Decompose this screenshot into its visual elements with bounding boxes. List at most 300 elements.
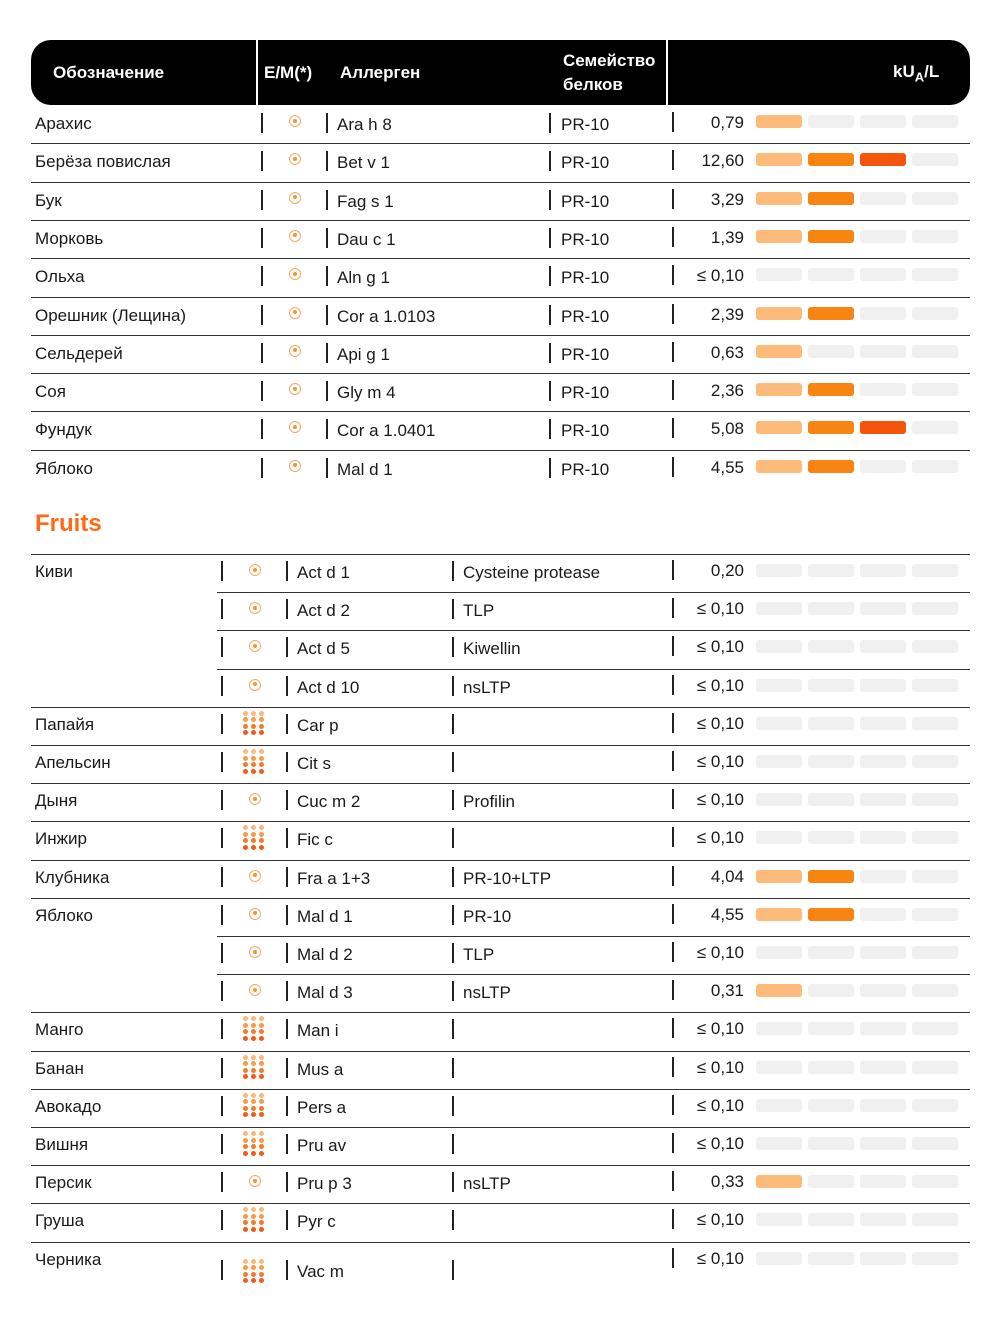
column-divider (549, 343, 551, 363)
column-divider (286, 714, 288, 734)
level-bar-segment (860, 460, 906, 473)
level-bar-segment (912, 602, 958, 615)
column-divider (221, 1210, 223, 1230)
row-divider (31, 898, 970, 899)
molecule-icon (289, 153, 301, 165)
level-bar-segment (756, 755, 802, 768)
extract-icon (243, 1131, 267, 1155)
row-divider (31, 745, 970, 746)
extract-icon (243, 711, 267, 735)
level-bar-segment (860, 1022, 906, 1035)
molecule-icon (249, 602, 261, 614)
column-divider (261, 305, 263, 325)
level-bar-segment (808, 1137, 854, 1150)
protein-family: PR-10 (561, 153, 610, 173)
column-divider (326, 343, 328, 363)
column-divider (286, 1019, 288, 1039)
molecule-icon (289, 383, 301, 395)
header-unit (893, 60, 939, 89)
level-bar-segment (808, 115, 854, 128)
level-bar-segment (912, 908, 958, 921)
column-divider (221, 676, 223, 696)
result-value: ≤ 0,10 (696, 1210, 744, 1230)
level-bar-segment (756, 640, 802, 653)
level-bar-segment (808, 602, 854, 615)
level-bar-segment (860, 984, 906, 997)
level-bar-segment (756, 307, 802, 320)
level-bar-segment (912, 1213, 958, 1226)
level-bar-segment (756, 115, 802, 128)
row-divider (31, 220, 970, 221)
level-bar-segment (912, 984, 958, 997)
column-divider (549, 266, 551, 286)
level-bar-segment (860, 1175, 906, 1188)
level-bar-segment (756, 717, 802, 730)
protein-family: nsLTP (463, 983, 511, 1003)
column-divider (286, 981, 288, 1001)
column-divider (261, 419, 263, 439)
protein-family: nsLTP (463, 1174, 511, 1194)
row-divider (31, 1165, 970, 1166)
level-bar-segment (756, 230, 802, 243)
header-unit-k: kU (893, 62, 915, 81)
level-bar-segment (808, 307, 854, 320)
level-bar-segment (756, 1061, 802, 1074)
protein-family: PR-10 (561, 268, 610, 288)
protein-family: PR-10 (561, 421, 610, 441)
molecule-icon (249, 564, 261, 576)
level-bar-segment (808, 192, 854, 205)
column-divider (221, 561, 223, 581)
level-bar-segment (756, 1137, 802, 1150)
result-value: 3,29 (710, 189, 744, 209)
row-name: Арахис (35, 114, 92, 133)
column-divider (452, 1134, 454, 1154)
molecule-icon (289, 230, 301, 242)
level-bar-segment (860, 946, 906, 959)
level-bar-segment (860, 1137, 906, 1150)
level-bar-segment (808, 946, 854, 959)
result-value: ≤ 0,10 (696, 637, 744, 657)
allergen-code: Ara h 8 (337, 115, 392, 134)
protein-family: PR-10 (561, 344, 610, 364)
column-divider (286, 752, 288, 772)
level-bar-segment (912, 1061, 958, 1074)
level-bar-segment (808, 1022, 854, 1035)
row-divider (31, 182, 970, 183)
level-bar-segment (756, 793, 802, 806)
result-value: ≤ 0,10 (696, 1134, 744, 1153)
column-divider (286, 1260, 288, 1280)
protein-family: Kiwellin (463, 639, 521, 659)
row-name: Вишня (35, 1135, 89, 1154)
level-bar-segment (912, 268, 958, 281)
level-bar-segment (912, 717, 958, 730)
row-name: Банан (35, 1058, 84, 1078)
result-value: 5,08 (710, 419, 744, 439)
level-bar-segment (756, 831, 802, 844)
level-bar-segment (756, 1252, 802, 1265)
level-bar-segment (756, 870, 802, 883)
allergen-code: Cor a 1.0401 (337, 421, 436, 441)
column-divider (326, 381, 328, 401)
extract-icon (243, 1016, 267, 1040)
column-divider (452, 599, 454, 619)
row-divider (31, 297, 970, 298)
allergen-code: Pers a (297, 1097, 347, 1117)
column-divider (286, 828, 288, 848)
allergen-code: Cit s (297, 754, 331, 773)
column-divider (452, 1210, 454, 1230)
level-bar-segment (912, 564, 958, 577)
column-divider (326, 266, 328, 286)
allergen-code: Fag s 1 (337, 191, 394, 211)
allergen-code: Mal d 1 (297, 906, 353, 926)
column-divider (452, 905, 454, 925)
level-bar-segment (912, 1022, 958, 1035)
column-divider (286, 599, 288, 619)
column-divider (286, 1058, 288, 1078)
column-divider (286, 790, 288, 810)
level-bar-segment (912, 383, 958, 396)
row-name: Папайя (35, 714, 95, 734)
level-bar-segment (756, 1175, 802, 1188)
level-bar-segment (860, 679, 906, 692)
level-bar-segment (756, 984, 802, 997)
level-bar-segment (808, 1175, 854, 1188)
row-name: Дыня (35, 791, 78, 811)
level-bar-segment (912, 192, 958, 205)
column-divider (549, 113, 551, 133)
column-divider (221, 981, 223, 1001)
level-bar-segment (912, 153, 958, 166)
level-bar-segment (756, 421, 802, 434)
molecule-icon (289, 115, 301, 127)
allergen-code: Fra a 1+3 (297, 868, 371, 888)
protein-family: TLP (463, 945, 495, 964)
column-divider (221, 905, 223, 925)
column-divider (221, 1134, 223, 1154)
column-divider (452, 1172, 454, 1192)
row-divider (31, 450, 970, 451)
column-divider (261, 266, 263, 286)
allergen-code: Pru av (297, 1136, 347, 1155)
level-bar-segment (860, 383, 906, 396)
result-value: 0,20 (710, 561, 744, 580)
molecule-icon (249, 946, 261, 958)
column-divider (286, 1172, 288, 1192)
row-divider (31, 411, 970, 412)
column-divider (452, 637, 454, 657)
level-bar-segment (912, 345, 958, 358)
level-bar-segment (808, 1252, 854, 1265)
row-name: Авокадо (35, 1096, 102, 1116)
row-divider (31, 860, 970, 861)
level-bar-segment (912, 793, 958, 806)
column-divider (452, 752, 454, 772)
molecule-icon (289, 460, 301, 472)
row-name: Яблоко (35, 905, 93, 925)
column-divider (326, 113, 328, 133)
result-value: 4,04 (710, 866, 744, 886)
column-divider (221, 1172, 223, 1192)
level-bar-segment (912, 460, 958, 473)
protein-family: PR-10 (561, 191, 610, 211)
result-value: ≤ 0,10 (696, 752, 744, 771)
extract-icon (243, 825, 267, 849)
level-bar-segment (860, 1213, 906, 1226)
result-value: 12,60 (701, 151, 744, 171)
row-divider (31, 258, 970, 259)
level-bar-segment (808, 793, 854, 806)
row-divider (31, 1242, 970, 1243)
level-bar-segment (756, 192, 802, 205)
column-divider (286, 1134, 288, 1154)
header-em: E/M(*) (264, 63, 313, 82)
row-name: Ольха (35, 267, 85, 287)
protein-family: TLP (463, 601, 495, 621)
row-name: Апельсин (35, 753, 111, 772)
level-bar-segment (756, 345, 802, 358)
row-name: Клубника (35, 867, 110, 887)
level-bar-segment (808, 1213, 854, 1226)
header-family-line1: Семейство (563, 51, 656, 70)
allergen-code: Mal d 1 (337, 459, 393, 479)
level-bar-segment (860, 564, 906, 577)
protein-family: PR-10 (561, 306, 610, 326)
column-divider (549, 419, 551, 439)
column-divider (452, 981, 454, 1001)
result-value: ≤ 0,10 (696, 266, 744, 286)
column-divider (452, 714, 454, 734)
level-bar-segment (808, 153, 854, 166)
level-bar-segment (860, 640, 906, 653)
level-bar-segment (912, 307, 958, 320)
level-bar-segment (912, 115, 958, 128)
level-bar-segment (912, 1252, 958, 1265)
column-divider (326, 419, 328, 439)
column-divider (261, 113, 263, 133)
header-divider (666, 40, 668, 105)
column-divider (221, 790, 223, 810)
result-value: ≤ 0,10 (696, 1057, 744, 1077)
column-divider (286, 676, 288, 696)
protein-family: PR-10+LTP (463, 868, 552, 888)
protein-family: nsLTP (463, 677, 511, 697)
protein-family: PR-10 (561, 229, 610, 249)
column-divider (221, 1096, 223, 1116)
row-divider (217, 974, 970, 975)
level-bar-segment (912, 679, 958, 692)
column-divider (452, 1096, 454, 1116)
allergen-code: Fic c (297, 830, 333, 850)
protein-family: PR-10 (561, 459, 610, 479)
column-divider (452, 790, 454, 810)
level-bar-segment (808, 755, 854, 768)
allergen-code: Mal d 3 (297, 983, 353, 1003)
level-bar-segment (860, 230, 906, 243)
level-bar-segment (808, 460, 854, 473)
row-name: Сельдерей (35, 343, 123, 363)
allergen-code: Api g 1 (337, 344, 390, 364)
level-bar-segment (860, 1252, 906, 1265)
column-divider (452, 561, 454, 581)
result-value: 0,31 (710, 981, 744, 1001)
level-bar-segment (808, 230, 854, 243)
column-divider (261, 228, 263, 248)
row-divider (31, 707, 970, 708)
result-value: 2,39 (710, 304, 744, 324)
result-value: ≤ 0,10 (696, 675, 744, 695)
level-bar-segment (808, 383, 854, 396)
level-bar-segment (912, 946, 958, 959)
protein-family: Cysteine protease (463, 563, 601, 582)
column-divider (452, 943, 454, 963)
level-bar-segment (756, 908, 802, 921)
level-bar-segment (756, 460, 802, 473)
allergen-code: Cor a 1.0103 (337, 306, 436, 326)
column-divider (549, 190, 551, 210)
row-name: Бук (35, 190, 62, 210)
result-value: ≤ 0,10 (696, 1095, 744, 1115)
molecule-icon (249, 984, 261, 996)
row-name: Яблоко (35, 458, 93, 478)
column-divider (549, 151, 551, 171)
column-divider (221, 1260, 223, 1280)
result-value: ≤ 0,10 (696, 599, 744, 619)
allergen-code: Man i (297, 1021, 339, 1041)
level-bar-segment (756, 153, 802, 166)
allergen-code: Bet v 1 (337, 153, 390, 173)
row-divider (31, 821, 970, 822)
column-divider (261, 151, 263, 171)
column-divider (286, 637, 288, 657)
column-divider (452, 1058, 454, 1078)
allergen-code: Act d 10 (297, 677, 360, 697)
level-bar-segment (860, 1061, 906, 1074)
level-bar-segment (860, 192, 906, 205)
result-value: 0,79 (710, 113, 744, 132)
level-bar-segment (860, 115, 906, 128)
allergen-code: Car p (297, 715, 339, 735)
level-bar-segment (912, 755, 958, 768)
molecule-icon (249, 679, 261, 691)
column-divider (221, 943, 223, 963)
level-bar-segment (808, 640, 854, 653)
row-divider (31, 143, 970, 144)
level-bar-segment (912, 421, 958, 434)
level-bar-segment (756, 602, 802, 615)
extract-icon (243, 1207, 267, 1231)
row-name: Орешник (Лещина) (35, 305, 187, 325)
allergen-code: Cuc m 2 (297, 792, 361, 812)
column-divider (326, 305, 328, 325)
column-divider (286, 1210, 288, 1230)
result-value: ≤ 0,10 (696, 1019, 744, 1039)
column-divider (286, 943, 288, 963)
level-bar-segment (808, 717, 854, 730)
level-bar-segment (808, 831, 854, 844)
column-divider (221, 867, 223, 887)
column-divider (221, 637, 223, 657)
extract-icon (243, 749, 267, 773)
level-bar-segment (860, 268, 906, 281)
level-bar-segment (912, 831, 958, 844)
allergen-code: Pyr c (297, 1212, 336, 1232)
level-bar-segment (808, 421, 854, 434)
column-divider (261, 381, 263, 401)
level-bar-segment (860, 345, 906, 358)
column-divider (326, 151, 328, 171)
level-bar-segment (756, 268, 802, 281)
molecule-icon (249, 793, 261, 805)
extract-icon (243, 1055, 267, 1079)
column-divider (549, 305, 551, 325)
column-divider (452, 676, 454, 696)
allergen-code: Vac m (297, 1261, 344, 1281)
row-divider (31, 1089, 970, 1090)
level-bar-segment (860, 755, 906, 768)
column-divider (452, 828, 454, 848)
column-divider (326, 458, 328, 478)
level-bar-segment (860, 717, 906, 730)
column-divider (261, 343, 263, 363)
header-allergen: Аллерген (340, 63, 421, 82)
row-divider (217, 592, 970, 593)
row-divider (217, 630, 970, 631)
row-name: Инжир (35, 829, 87, 849)
allergen-code: Act d 2 (297, 601, 350, 621)
level-bar-segment (912, 1175, 958, 1188)
level-bar-segment (860, 831, 906, 844)
level-bar-segment (756, 946, 802, 959)
level-bar-segment (912, 230, 958, 243)
level-bar-segment (860, 1099, 906, 1112)
row-name: Черника (35, 1249, 102, 1269)
level-bar-segment (912, 1099, 958, 1112)
column-divider (549, 381, 551, 401)
level-bar-segment (808, 984, 854, 997)
level-bar-segment (756, 1213, 802, 1226)
row-divider (31, 1203, 970, 1204)
row-divider (217, 936, 970, 937)
level-bar-segment (860, 793, 906, 806)
column-divider (286, 867, 288, 887)
level-bar-segment (860, 307, 906, 320)
header-background (31, 40, 970, 105)
level-bar-segment (808, 1061, 854, 1074)
row-name: Морковь (35, 228, 104, 248)
extract-icon (243, 1093, 267, 1117)
column-divider (452, 1019, 454, 1039)
section-title-fruits: Fruits (35, 510, 102, 537)
column-divider (221, 714, 223, 734)
allergen-code: Act d 1 (297, 563, 350, 582)
level-bar-segment (808, 870, 854, 883)
row-name: Груша (35, 1211, 85, 1231)
row-name: Персик (35, 1173, 92, 1193)
molecule-icon (249, 1175, 261, 1187)
allergen-code: Aln g 1 (337, 268, 390, 288)
level-bar-segment (808, 268, 854, 281)
row-name: Фундук (35, 420, 92, 440)
column-divider (326, 228, 328, 248)
allergen-code: Pru p 3 (297, 1174, 352, 1194)
result-value: 4,55 (710, 457, 744, 477)
level-bar-segment (756, 1022, 802, 1035)
row-divider (31, 1127, 970, 1128)
result-value: 0,63 (710, 342, 744, 362)
